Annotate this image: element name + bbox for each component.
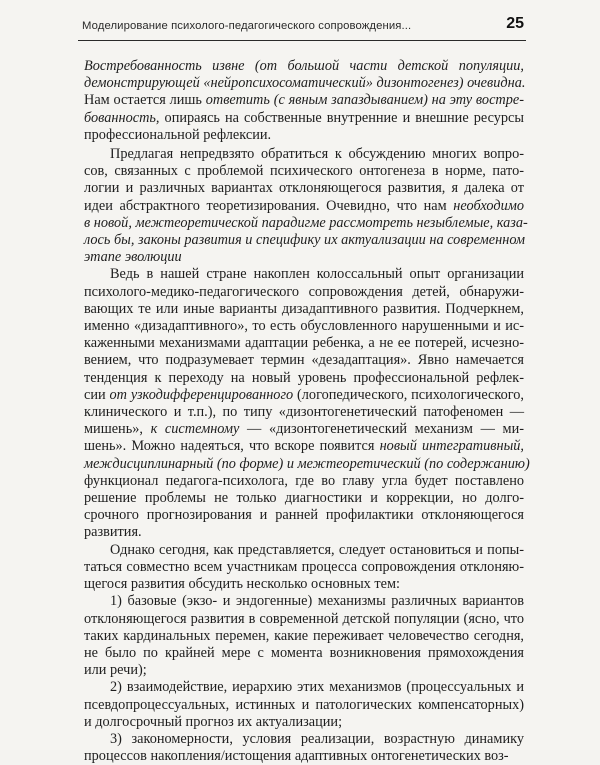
text-line — [84, 697, 524, 714]
text-line — [84, 611, 524, 628]
text-line — [84, 163, 524, 180]
text-line — [84, 576, 524, 593]
running-title: Моделирование психолого-педагогического сопровождения... — [82, 20, 412, 32]
text-line — [84, 75, 524, 92]
italic-run: междисциплинарный (по форме) и межтеоретический (по содержанию) — [84, 455, 530, 472]
text-line — [84, 404, 524, 421]
text-line — [84, 662, 524, 679]
text-run: каженными механизмами адаптации ребенка, а не ее потерей, исчезно- — [84, 335, 524, 352]
italic-run: к системному — [150, 421, 240, 438]
text-run: опираясь на собственные внутренние и внешние ресурсы — [159, 109, 524, 126]
text-run: (логопедического, психологического, — [293, 386, 524, 403]
text-run: 2) взаимодействие, иерархию этих механизмов (процессуальных и — [110, 679, 524, 696]
text-run: 3) закономерности, условия реализации, возрастную динамику — [110, 730, 524, 747]
text-line — [84, 92, 524, 109]
text-line — [84, 58, 524, 75]
italic-run: новый интегративный, — [379, 438, 524, 455]
running-head — [78, 14, 526, 41]
text-line — [84, 473, 524, 490]
text-run: идеи абстрактного теоретизирования. Очевидно, что нам — [84, 197, 454, 214]
text-line — [84, 524, 524, 541]
body-text — [84, 58, 530, 765]
text-line — [84, 559, 524, 576]
text-run: таких кардинальных перемен, какие переживает человечество сегодня, — [84, 627, 524, 644]
text-run: 1) базовые (экзо- и эндогенные) механизмы различных вариантов — [110, 593, 524, 610]
text-line — [84, 318, 524, 335]
paragraph — [84, 146, 528, 266]
italic-run: Востребованность извне (от большой части детской популяции, — [84, 58, 524, 74]
text-line — [84, 335, 524, 352]
text-line — [84, 232, 524, 249]
text-line — [84, 370, 524, 387]
text-line — [84, 593, 524, 610]
text-line — [84, 198, 524, 215]
text-run: решение проблемы не только диагностики и коррекции, но долго- — [84, 490, 524, 507]
text-run: сии — [84, 386, 110, 403]
text-run: вением, что подразумевает термин «дезадаптация». Явно намечается — [84, 352, 524, 369]
text-line — [84, 714, 524, 731]
text-line — [84, 438, 524, 455]
text-line — [84, 748, 524, 765]
paragraph — [84, 593, 524, 679]
text-run: не было по крайней мере с момента возникновения прямохождения — [84, 644, 524, 661]
text-run: Нам остается лишь — [84, 92, 206, 109]
text-run: психолого-медико-педагогического сопровождения детей, обнаружи- — [84, 283, 524, 300]
paragraph — [84, 542, 524, 594]
text-line — [84, 284, 524, 301]
text-line — [84, 301, 524, 318]
text-run: вающих те или иные варианты дизадаптивного развития. Подчеркнем, — [84, 300, 524, 317]
text-run: Однако сегодня, как представляется, следует остановиться и попы- — [110, 541, 524, 558]
paragraph — [84, 58, 524, 144]
text-line — [84, 490, 524, 507]
text-line — [84, 214, 528, 232]
text-run: мишень», — [84, 421, 151, 438]
text-line — [84, 542, 524, 559]
text-run: процессов накопления/истощения адаптивных онтогенетических воз- — [84, 748, 509, 765]
italic-run: бованность, — [84, 109, 160, 126]
text-run: и долгосрочный прогноз их актуализации; — [84, 713, 343, 730]
text-run: клинического и т.п.), по типу «дизонтогенетический патофеномен — — [84, 404, 524, 421]
text-run: отклоняющегося развития в современной детской популяции (ясно, что — [84, 610, 524, 627]
text-line — [84, 110, 524, 127]
text-line — [84, 421, 524, 438]
page-number: 25 — [506, 15, 524, 32]
text-line — [84, 731, 524, 748]
italic-run: от узкодифференцированного — [109, 386, 294, 403]
text-line — [84, 146, 524, 163]
text-run: — «дизонтогенетический механизм — ми- — [239, 421, 524, 438]
text-line — [84, 645, 524, 662]
italic-run: в новой, межтеоретической парадигме рассмотреть незыблемые, каза- — [84, 214, 528, 231]
text-line — [84, 127, 524, 144]
text-run: именно «дизадаптивного», то есть обусловленного нарушенными и ис- — [84, 318, 524, 335]
text-run: шень». Можно надеяться, что вскоре появится — [84, 438, 380, 455]
text-line — [84, 266, 524, 283]
text-run: Ведь в нашей стране накоплен колоссальный опыт организации — [110, 266, 524, 283]
text-run: щегося развития обсудить несколько основных тем: — [84, 576, 401, 593]
text-run: таться совместно всем участникам процесса сопровождения отклоняю- — [84, 558, 524, 575]
italic-run: демонстрирующей «нейропсихосоматический» дизонтогенез) очевидна. — [84, 75, 526, 92]
paragraph — [84, 679, 524, 731]
text-run: или речи); — [84, 662, 147, 679]
text-run: Предлагая непредвзято обратиться к обсуждению многих вопро- — [110, 146, 524, 163]
text-line — [84, 249, 524, 266]
paragraph — [84, 731, 524, 765]
text-line — [84, 387, 524, 404]
italic-run: ответить (с явным запаздыванием) на эту востре- — [205, 92, 524, 109]
text-run: развития. — [84, 524, 142, 541]
text-run: функционал педагога-психолога, где во главу угла будет поставлено — [84, 472, 524, 489]
italic-run: этапе эволюции — [84, 249, 182, 266]
text-run: профессиональной рефлексии. — [84, 126, 272, 143]
text-run: логии и различных вариантах отклоняющегося развития, я далека от — [84, 180, 524, 197]
text-line — [84, 455, 530, 473]
text-line — [84, 628, 524, 645]
paragraph — [84, 266, 530, 541]
italic-run: необходимо — [453, 197, 524, 214]
text-line — [84, 507, 524, 524]
text-line — [84, 352, 524, 369]
text-run: срочного прогнозирования и ранней профилактики отклоняющегося — [84, 507, 524, 524]
text-line — [84, 180, 524, 197]
italic-run: лось бы, законы развития и специфику их актуализации на современном — [84, 232, 526, 249]
text-run: тенденция к переходу на новый уровень профессиональной рефлек- — [84, 369, 524, 386]
text-run: псевдопроцессуальных, истинных и патологических компенсаторных) — [84, 696, 524, 713]
text-run: сов, связанных с проблемой психического онтогенеза в норме, пато- — [84, 163, 524, 180]
text-line — [84, 679, 524, 696]
